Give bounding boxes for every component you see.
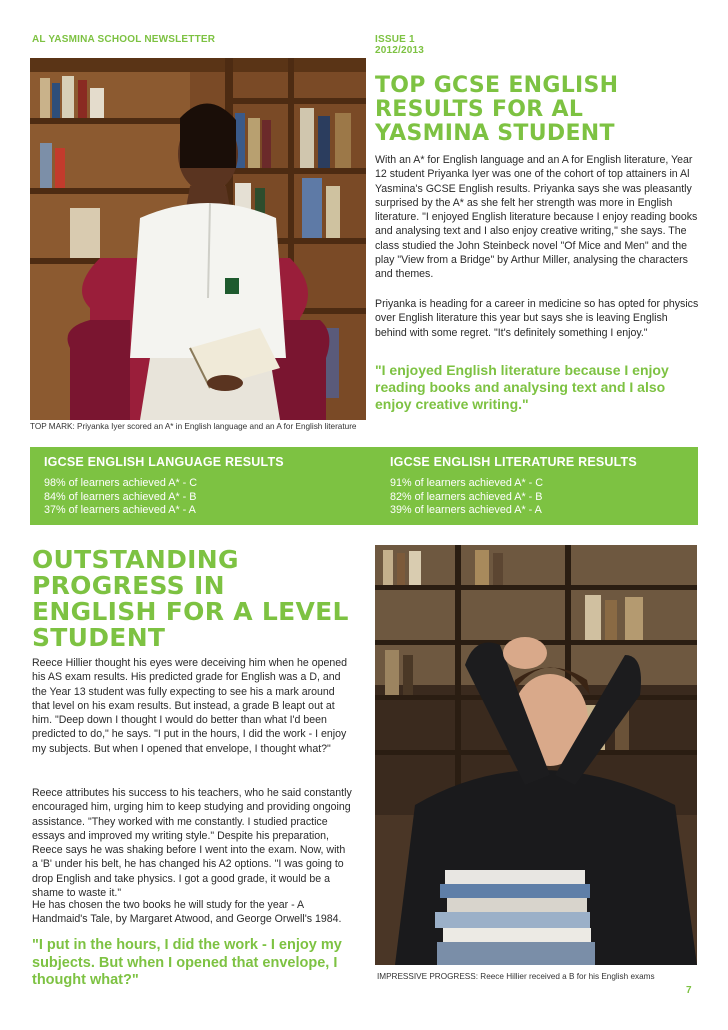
article2-photo-caption: IMPRESSIVE PROGRESS: Reece Hillier received a B for his English exams [377, 972, 655, 981]
article2-headline [32, 547, 372, 651]
issue-number: ISSUE 1 [375, 34, 415, 45]
language-result-line: 84% of learners achieved A* - B [44, 490, 197, 503]
language-results-title: IGCSE ENGLISH LANGUAGE RESULTS [44, 455, 284, 469]
article2-headline-line: ENGLISH FOR A LEVEL [32, 597, 349, 626]
language-results [44, 447, 364, 518]
article1-paragraph2: Priyanka is heading for a career in medicine so has opted for physics over English literature this year but says she is leaving English behind with some regret. "It's definitely something I enjoy." [375, 298, 699, 339]
article1-pull-quote: "I enjoyed English literature because I enjoy reading books and analysing text and I also enjoy creative writing." [375, 362, 669, 412]
student-books-photo [375, 545, 697, 965]
article2-pull-quote: "I put in the hours, I did the work - I enjoy my subjects. But when I opened that envelope, I thought what?" [32, 937, 342, 988]
literature-results [390, 447, 690, 518]
results-band [30, 447, 698, 525]
article2-headline-line: OUTSTANDING [32, 545, 239, 574]
newsletter-title: AL YASMINA SCHOOL NEWSLETTER [32, 34, 216, 45]
literature-result-line: 39% of learners achieved A* - A [390, 504, 542, 516]
language-result-line: 98% of learners achieved A* - C [44, 477, 198, 489]
literature-result-line: 82% of learners achieved A* - B [390, 490, 543, 503]
issue-year: 2012/2013 [375, 45, 425, 56]
article2-paragraph2: Reece attributes his success to his teachers, who he said constantly encouraged him, urging him to keep studying and providing ongoing assistance. "They worked with me constantly. I studied practice essays and improved my writing style." Despite his preparation, Reece says he was shaking before I went into the exam. Now, with a 'B' under his belt, he has changed his A2 options. "I was going to drop English and take physics. I got a good grade, it would be a shame to waste it." [32, 787, 352, 900]
article2-headline-line: PROGRESS IN [32, 571, 225, 600]
article1-photo-caption: TOP MARK: Priyanka Iyer scored an A* in English language and an A for English literature [30, 422, 357, 431]
article2-paragraph1: Reece Hillier thought his eyes were deceiving him when he opened his AS exam results. His predicted grade for English was a D, and the Year 13 student was fully expecting to see his a mark around that level on his exam results. But instead, a grade B leapt out at him. "Deep down I thought I would do better than what I'd been predicted to do," he says. "I put in the hours, I did the work - I enjoy my subjects. But when I opened that envelope, I thought what?" [32, 657, 348, 755]
article2-paragraph3: He has chosen the two books he will study for the year - A Handmaid's Tale, by Margaret Atwood, and George Orwell's 1984. [32, 899, 342, 926]
literature-results-title: IGCSE ENGLISH LITERATURE RESULTS [390, 455, 637, 469]
article1-paragraph1: With an A* for English language and an A for English literature, Year 12 student Priyanka Iyer was one of the cohort of top attainers in Al Yasmina's GCSE English results. Priyanka says she was pleasantly surprised by the A* as she felt her strength was more in English literature. "I enjoyed English literature because I enjoy reading books and analysing text and I also enjoy creative writing," she says. The class studied the John Steinbeck novel "Of Mice and Men" and the play "View from a Bridge" by Arthur Miller, analysing the characters and themes. [375, 154, 698, 281]
article1-headline: TOP GCSE ENGLISH RESULTS FOR AL YASMINA STUDENT [375, 73, 619, 146]
page-number: 7 [686, 985, 692, 996]
article2-headline-line: STUDENT [32, 623, 166, 652]
literature-result-line: 91% of learners achieved A* - C [390, 477, 544, 489]
student-library-photo [30, 58, 366, 420]
language-result-line: 37% of learners achieved A* - A [44, 504, 196, 516]
